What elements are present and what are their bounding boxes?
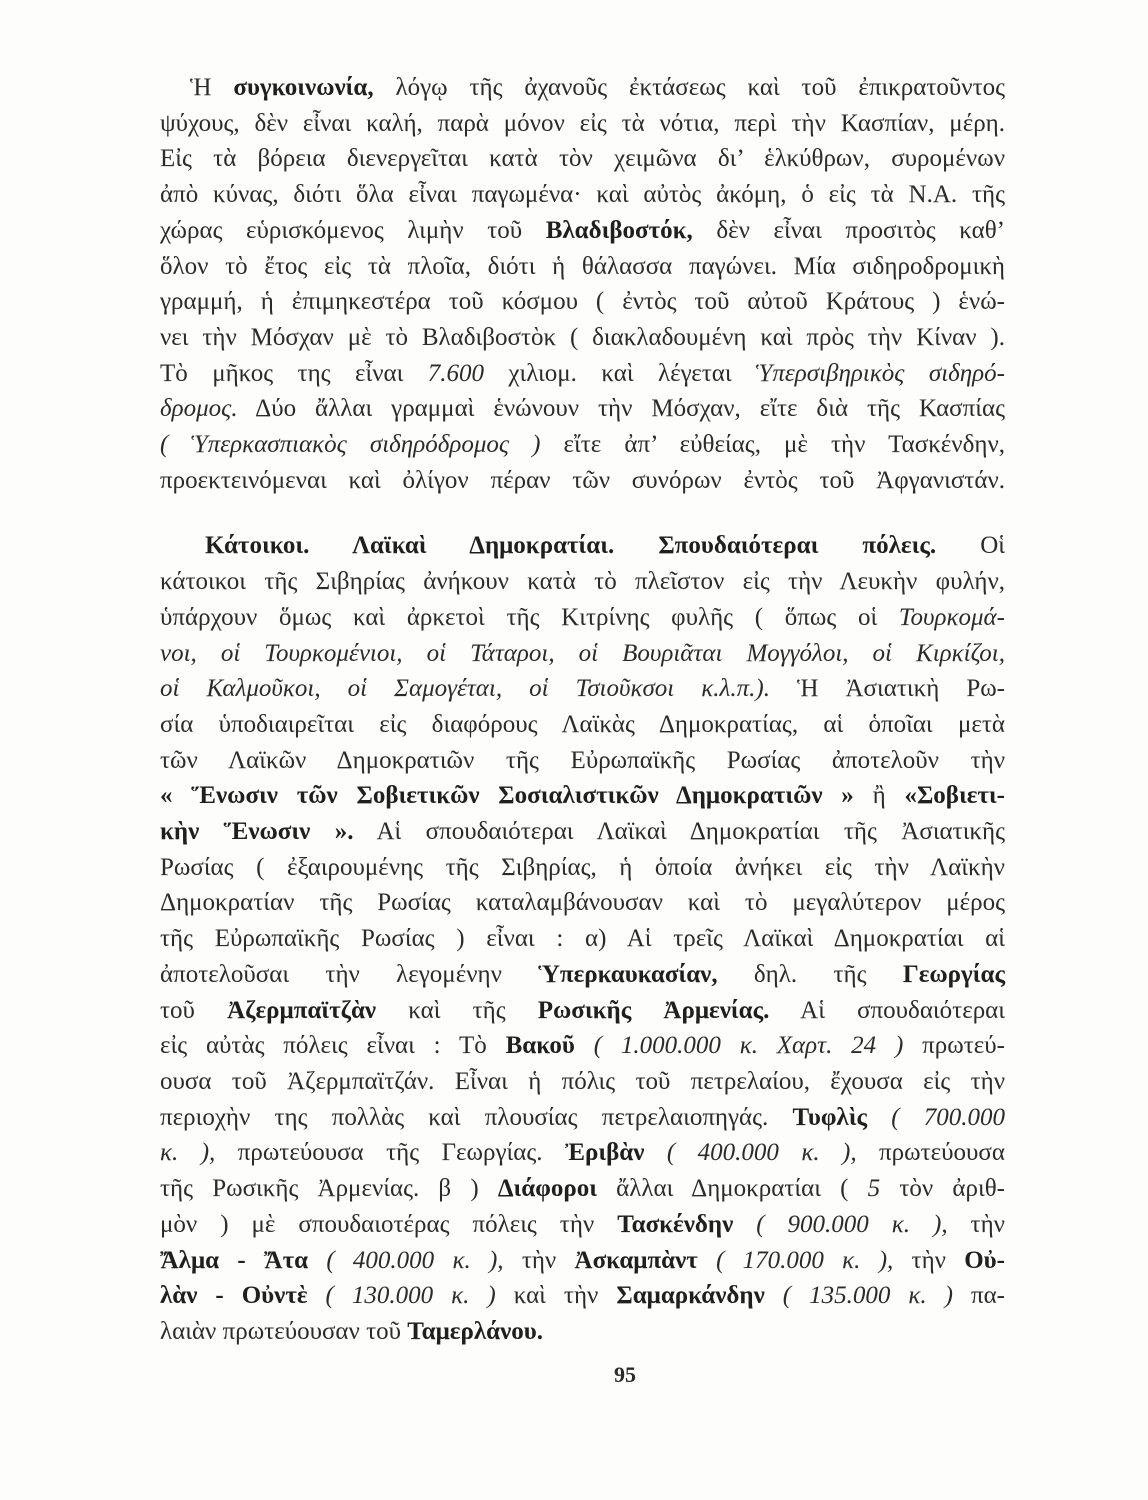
text-run: Οἱ [936, 532, 1005, 560]
text-line [160, 636, 1005, 672]
text-run: καὶ τῆς [376, 996, 538, 1024]
bold-term: Τυφλὶς [792, 1103, 868, 1131]
text-line [160, 284, 1005, 320]
page-number: 95 [614, 1362, 636, 1387]
text-line [160, 957, 1005, 993]
italic-text: νοι, οἱ Τουρκομένιοι, οἱ Τάταροι, οἱ Βουριᾶται Μογγόλοι, οἱ Κιρκίζοι, [160, 639, 1005, 667]
text-run: δὲν εἶναι προσιτὸς καθ’ [692, 216, 1005, 244]
text-run: τὸν ἀριθ- [880, 1175, 1005, 1203]
bold-term: Ὑπερκαυκασίαν, [538, 960, 718, 988]
text-line [160, 1100, 1005, 1136]
italic-text: ( 900.000 κ. ), [733, 1210, 948, 1238]
text-run: ψύχους, δὲν εἶναι καλή, παρὰ μόνον εἰς τὰ νότια, περὶ τὴν Κασπίαν, μέρη. [160, 109, 1005, 137]
text-line [160, 249, 1005, 285]
text-line [160, 320, 1005, 356]
text-line [160, 921, 1005, 957]
text-run: ἢ [853, 782, 905, 810]
text-run: εἰς αὐτὰς πόλεις εἶναι : Τὸ [160, 1032, 506, 1060]
text-run: ἄλλαι Δημοκρατίαι ( [596, 1175, 868, 1203]
text-line [160, 600, 1005, 636]
text-run: Ρωσίας ( ἐξαιρουμένης τῆς Σιβηρίας, ἡ ὁποία ἀνήκει εἰς τὴν Λαϊκὴν [160, 853, 1005, 881]
bold-term: Βακοῦ [505, 1032, 575, 1060]
text-run: πρωτεύ- [903, 1032, 1005, 1060]
text-line [160, 1064, 1005, 1100]
text-run: τὴν [503, 1246, 575, 1274]
italic-text: Ὑπερσιβηρικὸς σιδηρό- [756, 359, 1005, 387]
text-run: προεκτεινόμεναι καὶ ὀλίγον πέραν τῶν συνόρων ἐντὸς τοῦ Ἀφγανιστάν. [160, 466, 1005, 494]
text-run: Δημοκρατίαν τῆς Ρωσίας καταλαμβάνουσαν καὶ τὸ μεγαλύτερον μέρος [160, 889, 1005, 917]
italic-text: ( 1.000.000 κ. Χαρτ. 24 ) [574, 1032, 904, 1060]
text-line [160, 993, 1005, 1029]
text-line [160, 1135, 1005, 1171]
text-line [160, 106, 1005, 142]
italic-text: ( 135.000 κ. ) [764, 1282, 953, 1310]
italic-text: ( Ὑπερκασπιακὸς σιδηρόδρομος ) [160, 431, 541, 459]
bold-term: συγκοινωνία, [233, 74, 374, 101]
italic-text: οἱ Καλμοῦκοι, οἱ Σαμογέται, οἱ Τσιοῦκσοι κ.λ.π.). [160, 675, 770, 703]
text-line [160, 70, 1005, 106]
text-line [160, 1314, 1005, 1350]
text-run: εἴτε ἀπ’ εὐθείας, μὲ τὴν Τασκένδην, [540, 431, 1005, 459]
text-run: πρωτεύουσα [856, 1139, 1005, 1167]
text-run: Εἰς τὰ βόρεια διενεργεῖται κατὰ τὸν χειμῶνα δι’ ἑλκύθρων, συρομένων [160, 145, 1005, 173]
bold-term: κὴν Ἕνωσιν ». [160, 818, 354, 846]
bold-term: «Σοβιετι- [904, 782, 1005, 810]
text-run: Δύο ἄλλαι γραμμαὶ ἑνώνουν τὴν Μόσχαν, εἴτε διὰ τῆς Κασπίας [237, 395, 1005, 423]
bold-term: Ταμερλάνου. [407, 1317, 543, 1345]
bold-term: Οὐ- [964, 1246, 1005, 1274]
text-run: πα- [952, 1282, 1006, 1310]
text-line [160, 427, 1005, 463]
text-run: τὴν [947, 1210, 1005, 1238]
section-heading: Κάτοικοι. Λαϊκαὶ Δημοκρατίαι. Σπουδαιότεραι πόλεις. [205, 532, 937, 560]
text-run: ἀποτελοῦσαι τὴν λεγομένην [160, 960, 539, 988]
text-line [160, 671, 1005, 707]
bold-term: Ρωσικῆς Ἀρμενίας. [537, 996, 770, 1024]
italic-text: ( 170.000 κ. ), [697, 1246, 894, 1274]
italic-text: ( 400.000 κ. ), [644, 1139, 857, 1167]
bold-term: Ἀζερμπαϊτζὰν [227, 996, 377, 1024]
italic-text: Τουρκομά- [898, 603, 1005, 631]
bold-term: Σαμαρκάνδην [616, 1282, 765, 1310]
text-run: γραμμή, ἡ ἐπιμηκεστέρα τοῦ κόσμου ( ἐντὸς τοῦ αὐτοῦ Κράτους ) ἑνώ- [160, 288, 1005, 316]
text-line [160, 528, 1005, 564]
text-line [160, 1243, 1005, 1279]
italic-text: ( 700.000 [867, 1103, 1006, 1131]
italic-text: δρομος. [160, 395, 238, 423]
text-line [160, 707, 1005, 743]
text-run: καὶ τὴν [495, 1282, 617, 1310]
text-line [160, 885, 1005, 921]
text-line [160, 1028, 1005, 1064]
text-run: μὸν ) μὲ σπουδαιοτέρας πόλεις τὴν [160, 1210, 618, 1238]
italic-text: 5 [867, 1175, 881, 1203]
bold-term: Διάφοροι [497, 1175, 597, 1203]
text-run: πρωτεύουσα τῆς Γεωργίας. [215, 1139, 565, 1167]
text-run: τῆς Ρωσικῆς Ἀρμενίας. β ) [160, 1175, 498, 1203]
text-run: λόγῳ τῆς ἀχανοῦς ἐκτάσεως καὶ τοῦ ἐπικρατοῦντος [373, 74, 1006, 101]
text-run: περιοχὴν της πολλὰς καὶ πλουσίας πετρελαιοπηγάς. [160, 1103, 793, 1131]
body-text [160, 70, 1005, 1350]
bold-term: Τασκένδην [617, 1210, 734, 1238]
text-line [160, 463, 1005, 499]
text-line [160, 743, 1005, 779]
italic-text: ( 130.000 κ. ) [307, 1282, 496, 1310]
text-run: λαιὰν πρωτεύουσαν τοῦ [160, 1317, 408, 1345]
text-line [160, 814, 1005, 850]
bold-term: Ἀσκαμπὰντ [574, 1246, 698, 1274]
bold-term: Ἄλμα - Ἄτα [160, 1246, 309, 1274]
text-run: τοῦ [160, 996, 228, 1024]
text-run: σία ὑποδιαιρεῖται εἰς διαφόρους Λαϊκὰς Δημοκρατίας, αἱ ὁποῖαι μετὰ [160, 710, 1005, 738]
bold-term: Ἐριβὰν [564, 1139, 645, 1167]
text-run: Αἱ σπουδαιότεραι [769, 996, 1005, 1024]
text-run: τῶν Λαϊκῶν Δημοκρατιῶν τῆς Εὐρωπαϊκῆς Ρωσίας ἀποτελοῦν τὴν [160, 746, 1005, 774]
italic-text: ( 400.000 κ. ), [308, 1246, 504, 1274]
text-line [160, 564, 1005, 600]
bold-term: Βλαδιβοστόκ, [545, 216, 693, 244]
text-line [160, 391, 1005, 427]
text-line [160, 356, 1005, 392]
text-run: τῆς Εὐρωπαϊκῆς Ρωσίας ) εἶναι : α) Αἱ τρεῖς Λαϊκαὶ Δημοκρατίαι αἱ [160, 925, 1005, 953]
text-run: Αἱ σπουδαιότεραι Λαϊκαὶ Δημοκρατίαι τῆς Ἀσιατικῆς [353, 818, 1005, 846]
text-run: ουσα τοῦ Ἀζερμπαϊτζάν. Εἶναι ἡ πόλις τοῦ πετρελαίου, ἔχουσα εἰς τὴν [160, 1067, 1005, 1095]
text-run: κάτοικοι τῆς Σιβηρίας ἀνήκουν κατὰ τὸ πλεῖστον εἰς τὴν Λευκὴν φυλήν, [160, 568, 1005, 596]
text-line [160, 850, 1005, 886]
text-line [160, 177, 1005, 213]
text-run: Τὸ μῆκος της εἶναι [160, 359, 428, 387]
paragraph-communications [160, 70, 1005, 498]
text-line [160, 213, 1005, 249]
text-line [160, 778, 1005, 814]
text-run: ὅλον τὸ ἔτος εἰς τὰ πλοῖα, διότι ἡ θάλασσα παγώνει. Μία σιδηροδρομικὴ [160, 252, 1005, 280]
text-run: νει τὴν Μόσχαν μὲ τὸ Βλαδιβοστὸκ ( διακλαδουμένη καὶ πρὸς τὴν Κίναν ). [160, 323, 1005, 351]
text-run: χώρας εὑρισκόμενος λιμὴν τοῦ [160, 216, 546, 244]
italic-text: κ. ), [160, 1139, 216, 1167]
paragraph-inhabitants [160, 528, 1005, 1349]
bold-term: « Ἕνωσιν τῶν Σοβιετικῶν Σοσιαλιστικῶν Δημοκρατιῶν » [160, 782, 854, 810]
text-line [160, 1207, 1005, 1243]
text-line [160, 141, 1005, 177]
text-run: δηλ. τῆς [717, 960, 903, 988]
bold-term: λὰν - Οὐντὲ [160, 1282, 308, 1310]
text-line [160, 1171, 1005, 1207]
text-run: ἀπὸ κύνας, διότι ὅλα εἶναι παγωμένα· καὶ αὐτὸς ἀκόμη, ὁ εἰς τὰ Ν.Α. τῆς [160, 181, 1005, 209]
text-run: ὑπάρχουν ὅμως καὶ ἀρκετοὶ τῆς Κιτρίνης φυλῆς ( ὅπως οἱ [160, 603, 899, 631]
text-run: Ἡ [190, 74, 234, 101]
italic-text: 7.600 [427, 359, 484, 387]
bold-term: Γεωργίας [902, 960, 1005, 988]
text-line [160, 1278, 1005, 1314]
text-run: Ἡ Ἀσιατικὴ Ρω- [769, 675, 1005, 703]
text-run: τὴν [893, 1246, 965, 1274]
text-run: χιλιομ. καὶ λέγεται [484, 359, 757, 387]
